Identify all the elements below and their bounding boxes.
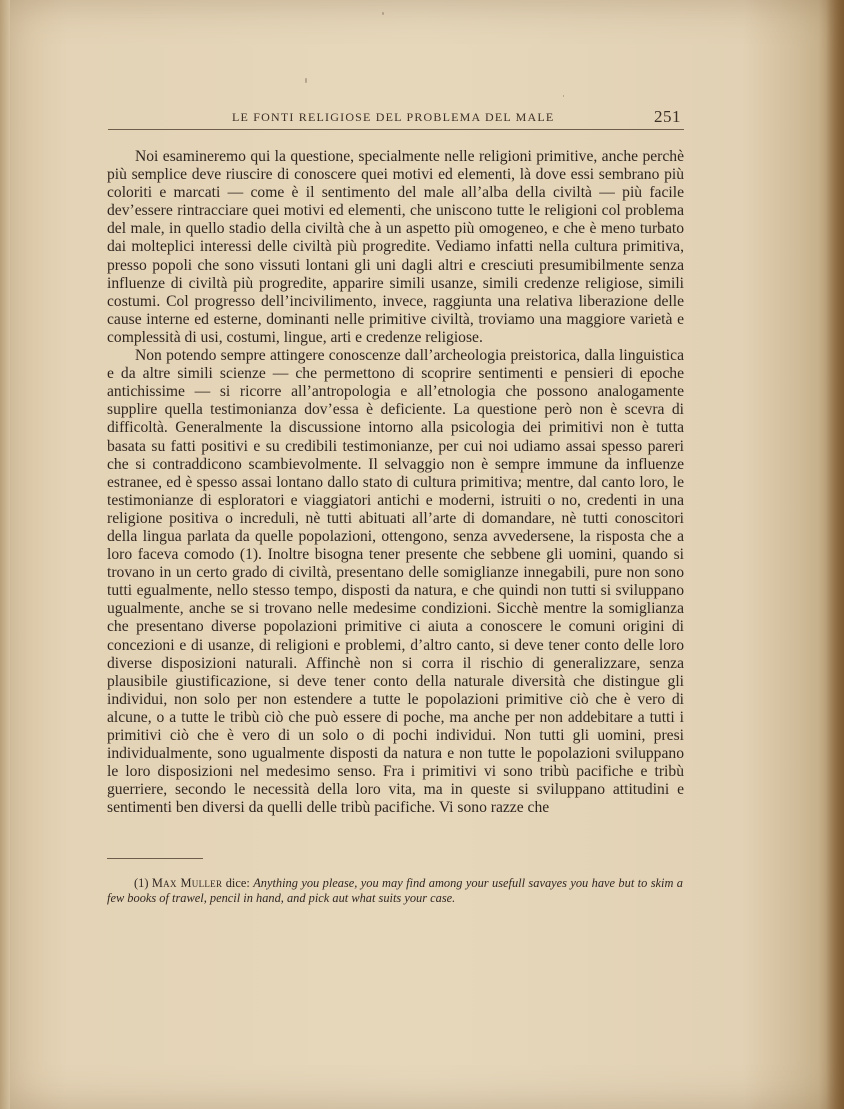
paragraph-2: Non potendo sempre attingere conoscenze dall’archeologia preistorica, dalla linguistica e da altre simili scienze — che permettono di scoprire sentimenti e pensieri di epoche antichissime — si ricorre all’antropologia e all’etnologia che possono analogamente supplire quella testimonianza dov’essa è deficiente. La questione però non è scevra di difficoltà. Generalmente la discussione intorno alla psicologia dei primitivi non è tutta basata su fatti positivi e su credibili testimonianze, per cui noi udiamo assai spesso pareri che si contraddicono scambievolmente. Il selvaggio non è sempre immune da influenze estranee, ed è spesso assai lontano dallo stato di cultura primitiva; mentre, dal canto loro, le testimonianze di esploratori e viaggiatori antichi e moderni, istruiti o no, credenti in una religione positiva o increduli, nè tutti abituati all’arte di domandare, nè tutti conoscitori della lingua parlata da quelle popolazioni, ottengono, senza avvedersene, la risposta che a loro faceva comodo (1). Inoltre bisogna tener presente che sebbene gli uomini, quando si trovano in un certo grado di civiltà, presentano delle somiglianze innegabili, pure non sono tutti egualmente, nello stesso tempo, disposti da natura, e che quindi non tutti si sviluppano ugualmente, anche se si trovano nelle medesime condizioni. Sicchè mentre la somiglianza che presentano diverse popolazioni primitive ci aiuta a conoscere le comuni origini di concezioni e di usanze, di religioni e problemi, d’altro canto, si deve tener conto delle loro diverse disposizioni naturali. Affinchè non si corra il rischio di generalizzare, senza plausibile giustificazione, si deve tener conto della naturale diversità che distingue gli individui, non solo per non estendere a tutte le popolazioni primitive ciò che è vero di alcune, o a tutte le tribù ciò che può essere di poche, ma anche per non addebitare a tutti i primitivi ciò che è vero di un solo o di pochi individui. Non tutti gli uomini, presi individualmente, sono ugualmente disposti da natura e non tutte le popolazioni sviluppano le loro disposizioni nel medesimo senso. Fra i primitivi vi sono tribù pacifiche e tribù guerriere, secondo le necessità della loro vita, ma in queste si sviluppano attitudini e sentimenti ben diversi da quelli delle tribù pacifiche. Vi sono razze che [107,347,684,817]
footnote [107,876,683,906]
page-number: 251 [654,107,681,126]
footnote-marker: (1) [134,876,149,890]
footnote-author: Max Muller [151,876,223,890]
footnote-quote: Anything you please, you may find among your usefull savayes you have but to skim a few books of trawel, pencil in hand, and pick aut what suits your case. [107,876,683,905]
footnote-lead: dice: [225,876,250,890]
paper-speck [382,12,384,15]
paragraph-1: Noi esamineremo qui la questione, specialmente nelle religioni primitive, anche perchè più semplice deve riuscire di conoscere quei motivi ed elementi, là dove essi sembrano più coloriti e marcati — come è il sentimento del male all’alba della civiltà — più facile dev’essere rintracciare quei motivi ed elementi, che uniscono tutte le religioni col problema del male, in quello stadio della civiltà che à un aspetto più omogeneo, e che è meno turbato dai molteplici interessi delle civiltà più progredite. Vediamo infatti nella cultura primitiva, presso popoli che sono vissuti lontani gli uni dagli altri e cresciuti presumibilmente senza influenze di civiltà più progredite, apparire simili usanze, simili credenze religiose, simili costumi. Col progresso dell’incivilimento, invece, raggiunta una relativa liberazione delle cause interne ed esterne, dominanti nelle primitive civiltà, troviamo una maggiore varietà e complessità di usi, costumi, lingue, arti e credenze religiose. [107,148,684,346]
running-head [108,107,684,130]
paper-speck [305,78,307,83]
paper-speck [563,95,564,97]
body-text [107,148,684,817]
running-head-title: LE FONTI RELIGIOSE DEL PROBLEMA DEL MALE [232,110,555,124]
footnote-divider [107,858,203,859]
